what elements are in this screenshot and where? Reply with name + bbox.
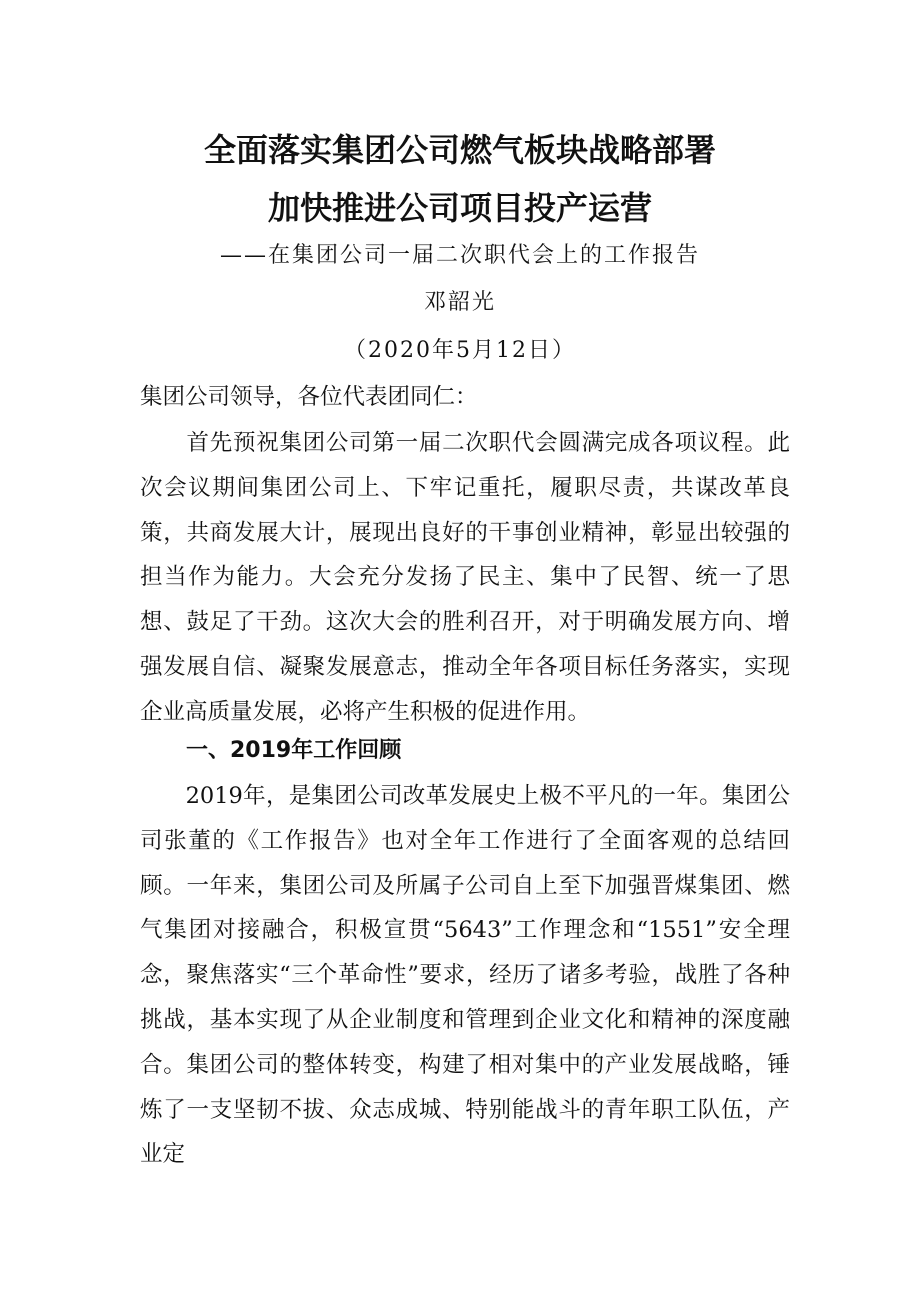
title-line-2: 加快推进公司项目投产运营 bbox=[267, 189, 652, 227]
paragraph-1: 首先预祝集团公司第一届二次职代会圆满完成各项议程。此次会议期间集团公司上、下牢记重托，履职尽责，共谋改革良策，共商发展大计，展现出良好的干事创业精神，彰显出较强的担当作为能力。大会充分发扬了民主、集中了民智、统一了思想、鼓足了干劲。这次大会的胜利召开，对于明确发展方向、增强发展自信、凝聚发展意志，推动全年各项目标任务落实，实现企业高质量发展，必将产生积极的促进作用。 bbox=[140, 430, 790, 725]
title-line-1: 全面落实集团公司燃气板块战略部署 bbox=[203, 131, 716, 169]
date: （2020年5月12日） bbox=[344, 338, 576, 363]
author: 邓韶光 bbox=[423, 290, 496, 315]
salutation: 集团公司领导，各位代表团同仁： bbox=[140, 384, 478, 410]
subtitle: ——在集团公司一届二次职代会上的工作报告 bbox=[219, 243, 700, 268]
section-heading-1: 一、2019年工作回顾 bbox=[186, 738, 402, 763]
paragraph-2: 2019年，是集团公司改革发展史上极不平凡的一年。集团公司张董的《工作报告》也对全年工作进行了全面客观的总结回顾。一年来，集团公司及所属子公司自上至下加强晋煤集团、燃气集团对接融合，积极宣贯“5643”工作理念和“1551”安全理念，聚焦落实“三个革命性”要求，经历了诸多考验，战胜了各种挑战，基本实现了从企业制度和管理到企业文化和精神的深度融合。集团公司的整体转变，构建了相对集中的产业发展战略，锤炼了一支坚韧不拔、众志成城、特别能战斗的青年职工队伍，产业定 bbox=[140, 783, 790, 1168]
